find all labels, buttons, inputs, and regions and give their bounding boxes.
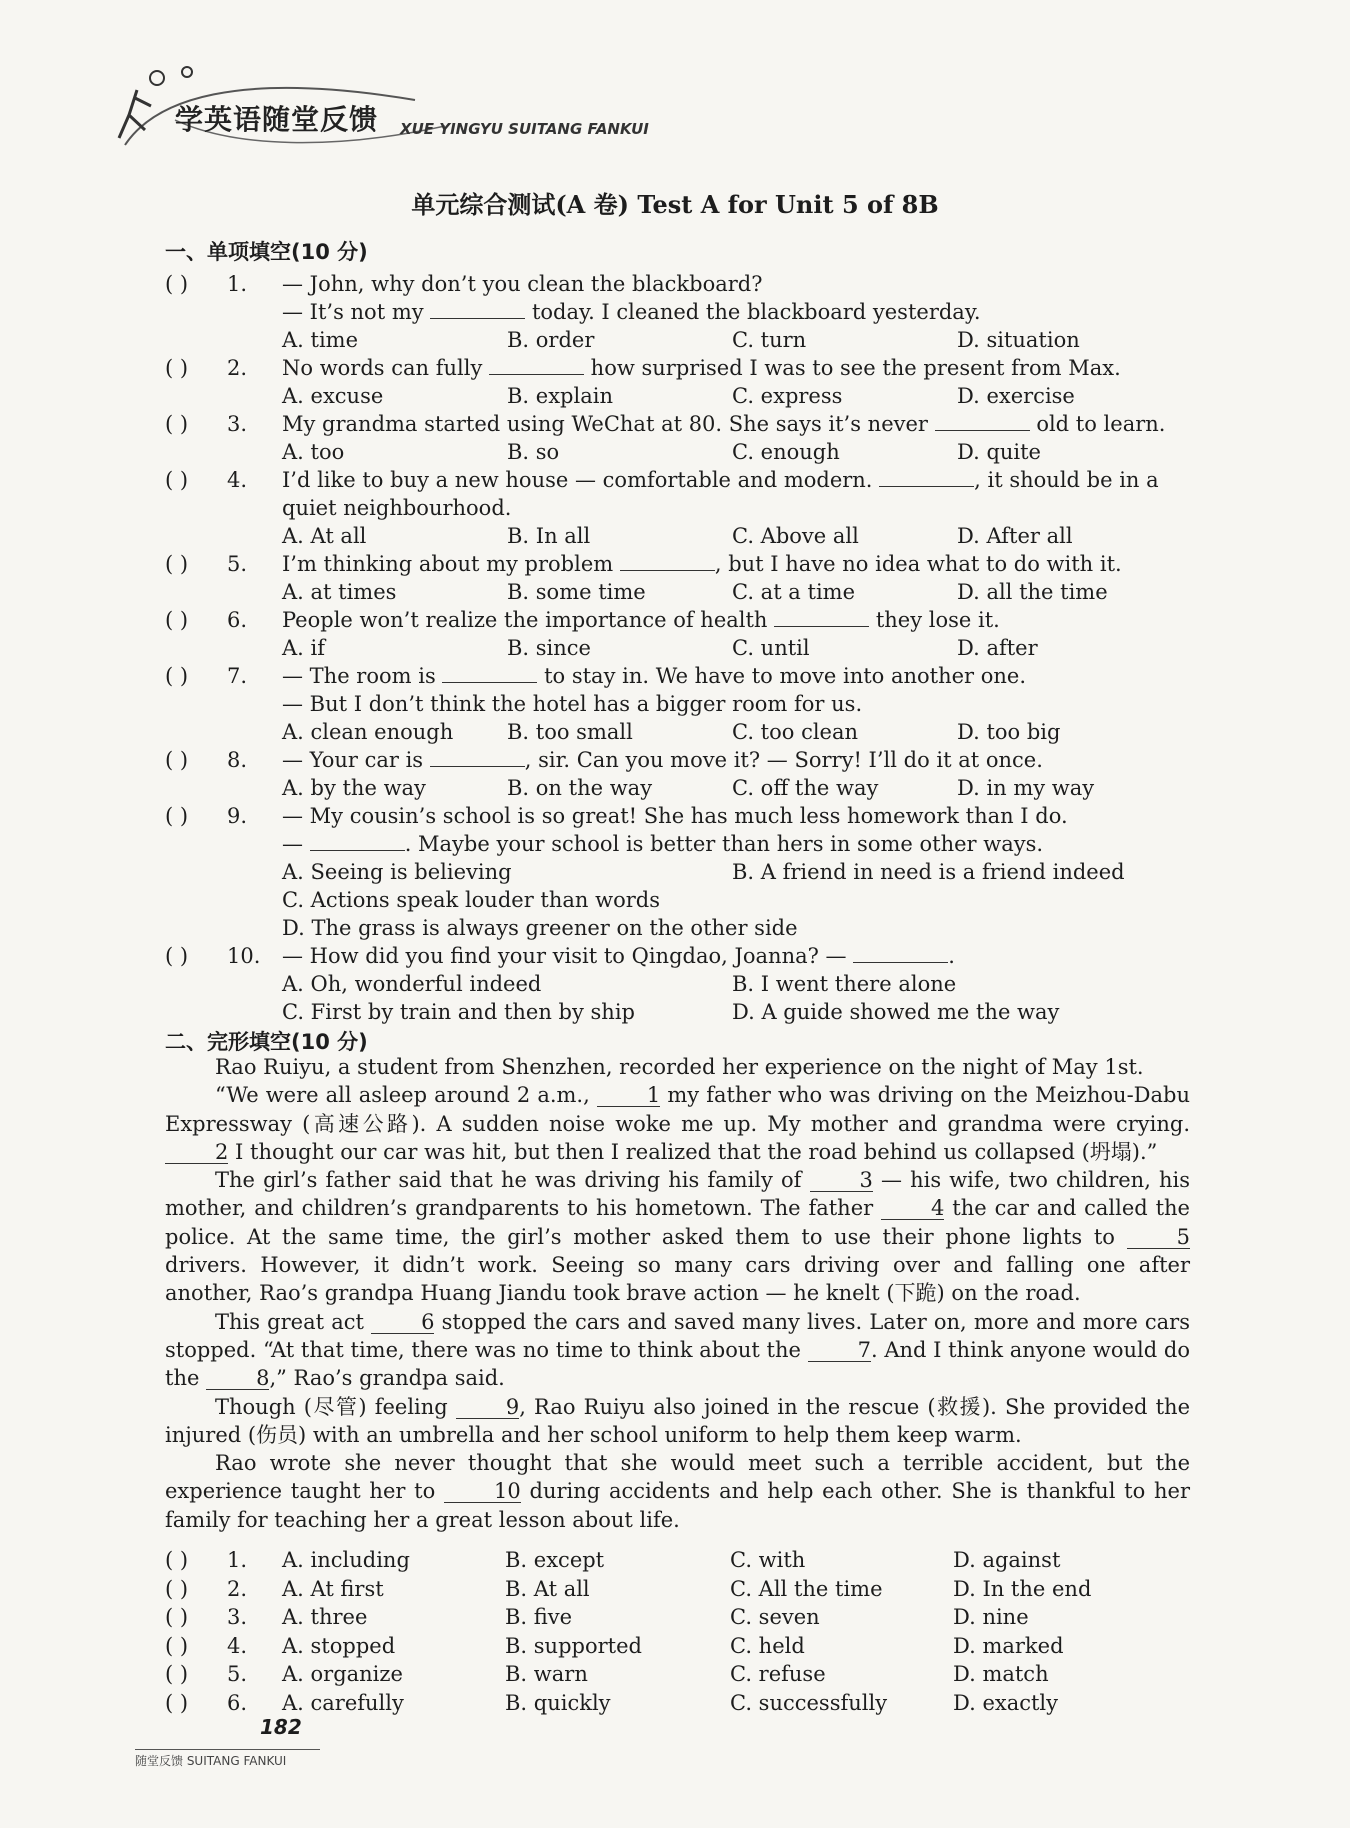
options-row (282, 438, 1202, 466)
option-b: B. warn (505, 1662, 588, 1686)
question-text: I’m thinking about my problem , but I have no idea what to do with it. (282, 552, 1122, 576)
option-b: B. supported (505, 1633, 642, 1658)
option-d: D. against (953, 1548, 1061, 1572)
question-text: — John, why don’t you clean the blackboard? (282, 272, 763, 296)
cloze-question-5 (165, 1660, 1205, 1688)
option-a: A. excuse (282, 384, 384, 408)
options-row (282, 326, 1202, 354)
cloze-question-1 (165, 1546, 1205, 1574)
option-d: D. all the time (957, 580, 1108, 604)
option-c: C. successfully (730, 1690, 888, 1715)
option-b: B. except (505, 1548, 605, 1572)
cloze-passage (165, 1053, 1190, 1534)
options-row (282, 970, 1202, 998)
options-row (282, 998, 1202, 1026)
passage-paragraph: Rao wrote she never thought that she would meet such a terrible accident, but the experience taught her to 10 during accidents and help each other. She is thankful to her family for teaching her a great lesson about life. (165, 1451, 1191, 1532)
cloze-blank-6: 6 (371, 1311, 434, 1334)
option-b: B. on the way (507, 776, 653, 800)
answer-bracket: ( ) (165, 272, 189, 296)
question-number: 6. (227, 608, 248, 632)
question-text: No words can fully how surprised I was to see the present from Max. (282, 356, 1121, 380)
option-a: A. At first (282, 1576, 384, 1601)
option-d: D. after (957, 636, 1038, 660)
option-d: D. marked (953, 1633, 1064, 1658)
answer-blank (442, 664, 537, 683)
option-c: C. turn (732, 328, 807, 352)
option-c: C. express (732, 384, 843, 408)
question-text: — It’s not my today. I cleaned the blackboard yesterday. (282, 300, 981, 324)
cloze-question-3 (165, 1603, 1205, 1631)
brand-chinese: 学英语随堂反馈 (175, 103, 379, 136)
header (115, 60, 675, 160)
option-d: D. exercise (957, 384, 1075, 408)
cloze-question-6 (165, 1689, 1205, 1717)
answer-blank (620, 552, 715, 571)
option-d: D. in my way (957, 776, 1095, 800)
option-d: D. The grass is always greener on the other side (282, 916, 798, 940)
option-b: B. A friend in need is a friend indeed (732, 860, 1125, 884)
option-d: D. match (953, 1662, 1049, 1686)
option-d: D. After all (957, 524, 1073, 548)
option-d: D. A guide showed me the way (732, 1000, 1060, 1024)
answer-blank (489, 356, 584, 375)
option-a: A. too (282, 440, 345, 464)
question-number: 3. (227, 412, 248, 436)
option-c: C. off the way (732, 776, 879, 800)
option-c: C. Above all (732, 524, 859, 548)
cloze-blank-10: 10 (444, 1480, 521, 1503)
answer-bracket: ( ) (165, 1548, 189, 1572)
question-number: 4. (227, 468, 248, 492)
option-a: A. three (282, 1605, 368, 1629)
footer (135, 1715, 335, 1775)
option-a: A. at times (282, 580, 397, 604)
question-text: — How did you find your visit to Qingdao, Joanna? — . (282, 944, 955, 968)
passage-paragraph: Though (尽管) feeling 9, Rao Ruiyu also joined in the rescue (救援). She provided the injured (伤员) with an umbrella and her school uniform to help them keep warm. (165, 1394, 1191, 1447)
answer-bracket: ( ) (165, 804, 189, 828)
question-text: quiet neighbourhood. (282, 496, 512, 520)
option-c: C. at a time (732, 580, 855, 604)
option-c: C. All the time (730, 1576, 883, 1601)
option-b: B. quickly (505, 1690, 611, 1715)
option-a: A. Oh, wonderful indeed (282, 972, 542, 996)
option-b: B. At all (505, 1576, 590, 1601)
question-number: 4. (227, 1633, 248, 1658)
option-a: A. if (282, 636, 326, 660)
answer-bracket: ( ) (165, 1633, 189, 1658)
option-a: A. stopped (282, 1633, 396, 1658)
question-text: — Your car is , sir. Can you move it? — Sorry! I’ll do it at once. (282, 748, 1043, 772)
option-c: C. seven (730, 1605, 820, 1629)
option-a: A. At all (282, 524, 367, 548)
option-a: A. carefully (282, 1690, 404, 1715)
question-number: 5. (227, 1662, 248, 1686)
question-text: — The room is to stay in. We have to move into another one. (282, 664, 1027, 688)
option-b: B. I went there alone (732, 972, 957, 996)
answer-bracket: ( ) (165, 412, 189, 436)
answer-bracket: ( ) (165, 1605, 189, 1629)
cloze-blank-8: 8 (206, 1367, 269, 1390)
option-b: B. since (507, 636, 591, 660)
answer-bracket: ( ) (165, 1662, 189, 1686)
answer-blank (935, 412, 1030, 431)
cloze-question-2 (165, 1575, 1205, 1603)
question-text: — But I don’t think the hotel has a bigger room for us. (282, 692, 863, 716)
cloze-blank-9: 9 (456, 1396, 519, 1419)
options-row (282, 914, 1202, 942)
option-c: C. First by train and then by ship (282, 1000, 635, 1024)
option-a: A. Seeing is believing (282, 860, 512, 884)
answer-bracket: ( ) (165, 1576, 189, 1601)
option-d: D. In the end (953, 1576, 1092, 1601)
options-row (282, 382, 1202, 410)
answer-bracket: ( ) (165, 468, 189, 492)
question-number: 5. (227, 552, 248, 576)
cloze-blank-1: 1 (597, 1084, 660, 1107)
option-b: B. so (507, 440, 560, 464)
brand-pinyin: XUE YINGYU SUITANG FANKUI (400, 120, 649, 138)
options-row (282, 522, 1202, 550)
question-number: 6. (227, 1690, 248, 1715)
cloze-question-4 (165, 1632, 1205, 1660)
page-number: 182 (260, 1715, 302, 1739)
question-number: 2. (227, 356, 248, 380)
question-text: — My cousin’s school is so great! She has much less homework than I do. (282, 804, 1068, 828)
options-row (282, 578, 1202, 606)
question-number: 1. (227, 272, 248, 296)
passage-paragraph: The girl’s father said that he was driving his family of 3 — his wife, two children, his mother, and children’s grandparents to his hometown. The father 4 the car and called the police. At the same time, the girl’s mother asked them to use their phone lights to 5 drivers. However, it didn’t work. Seeing so many cars driving over and falling one after another, Rao’s grandpa Huang Jiandu took brave action — he knelt (下跪) on the road. (165, 1168, 1190, 1306)
options-row (282, 634, 1202, 662)
cloze-blank-2: 2 (165, 1141, 228, 1164)
options-row (282, 718, 1202, 746)
passage-paragraph: Rao Ruiyu, a student from Shenzhen, recorded her experience on the night of May 1st. (215, 1055, 1144, 1079)
answer-blank (430, 748, 525, 767)
cloze-blank-5: 5 (1127, 1226, 1190, 1249)
question-text: My grandma started using WeChat at 80. She says it’s never old to learn. (282, 412, 1166, 436)
answer-blank (879, 468, 974, 487)
option-d: D. nine (953, 1605, 1029, 1629)
question-number: 1. (227, 1548, 248, 1572)
passage-paragraph: “We were all asleep around 2 a.m., 1 my father who was driving on the Meizhou-Dabu Expressway (高速公路). A sudden noise woke me up. My mother and grandma were crying. 2 I thought our car was hit, but then I realized that the road behind us collapsed (坍塌).” (165, 1083, 1190, 1164)
answer-bracket: ( ) (165, 944, 189, 968)
option-b: B. five (505, 1605, 573, 1629)
option-c: C. held (730, 1633, 805, 1658)
answer-bracket: ( ) (165, 552, 189, 576)
answer-blank (430, 300, 525, 319)
option-c: C. refuse (730, 1662, 826, 1686)
answer-bracket: ( ) (165, 664, 189, 688)
option-a: A. organize (282, 1662, 403, 1686)
option-b: B. too small (507, 720, 633, 744)
answer-blank (774, 608, 869, 627)
options-row (282, 858, 1202, 886)
option-b: B. In all (507, 524, 591, 548)
option-b: B. explain (507, 384, 613, 408)
option-d: D. exactly (953, 1690, 1059, 1715)
answer-bracket: ( ) (165, 748, 189, 772)
option-c: C. too clean (732, 720, 859, 744)
footer-brand: 随堂反馈 SUITANG FANKUI (135, 1749, 320, 1769)
page-title: 单元综合测试(A 卷) Test A for Unit 5 of 8B (411, 190, 939, 219)
question-text: People won’t realize the importance of health they lose it. (282, 608, 1000, 632)
answer-blank (310, 832, 405, 851)
cloze-blank-4: 4 (881, 1197, 944, 1220)
option-a: A. clean enough (282, 720, 454, 744)
option-b: B. some time (507, 580, 646, 604)
options-row (282, 774, 1202, 802)
question-number: 7. (227, 664, 248, 688)
option-d: D. quite (957, 440, 1041, 464)
options-row (282, 886, 1202, 914)
answer-bracket: ( ) (165, 1690, 189, 1715)
option-c: C. with (730, 1548, 806, 1572)
option-a: A. by the way (282, 776, 426, 800)
cloze-blank-3: 3 (810, 1169, 873, 1192)
option-b: B. order (507, 328, 595, 352)
passage-paragraph: This great act 6 stopped the cars and saved many lives. Later on, more and more cars stopped. “At that time, there was no time to think about the 7. And I think anyone would do the 8,” Rao’s grandpa said. (165, 1309, 1190, 1391)
question-number: 8. (227, 748, 248, 772)
option-a: A. time (282, 328, 359, 352)
question-number: 10. (227, 944, 261, 968)
option-d: D. too big (957, 720, 1061, 744)
question-number: 2. (227, 1576, 248, 1601)
option-c: C. until (732, 636, 810, 660)
cloze-blank-7: 7 (808, 1339, 871, 1362)
option-c: C. Actions speak louder than words (282, 888, 660, 912)
question-text: — . Maybe your school is better than hers in some other ways. (282, 832, 1044, 856)
option-d: D. situation (957, 328, 1080, 352)
question-text: I’d like to buy a new house — comfortable and modern. , it should be in a (282, 468, 1159, 492)
answer-blank (853, 944, 948, 963)
question-number: 3. (227, 1605, 248, 1629)
answer-bracket: ( ) (165, 356, 189, 380)
section-heading-multiple-choice: 一、单项填空(10 分) (165, 240, 368, 264)
answer-bracket: ( ) (165, 608, 189, 632)
section-heading-cloze: 二、完形填空(10 分) (165, 1030, 368, 1054)
question-number: 9. (227, 804, 248, 828)
option-a: A. including (282, 1548, 410, 1572)
option-c: C. enough (732, 440, 840, 464)
